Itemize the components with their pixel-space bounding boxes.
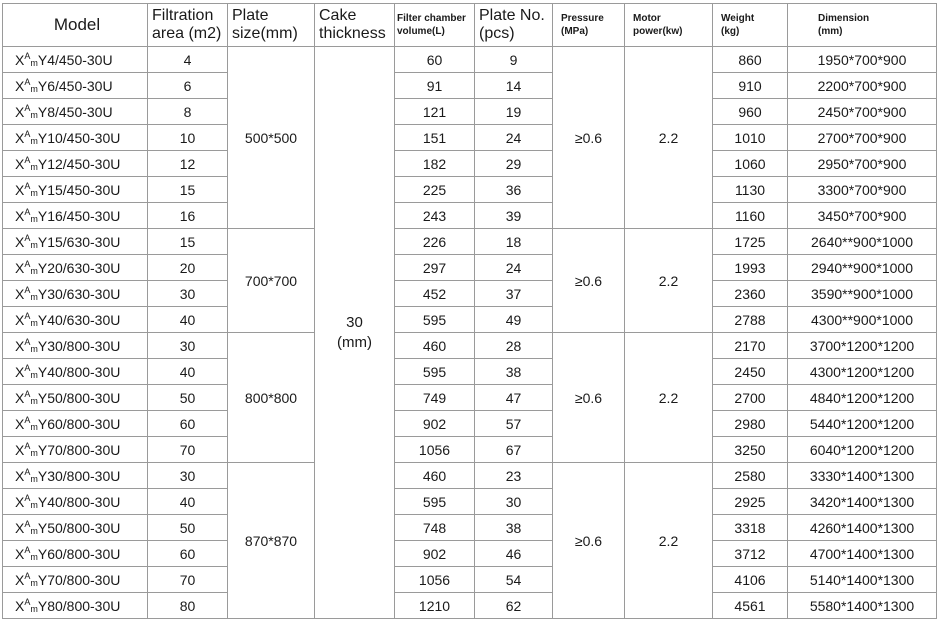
filtration-area-cell: 40 [148,489,228,515]
table-row [3,281,937,307]
motor-power-cell: 2.2 [625,229,713,333]
plate-count-cell: 9 [475,47,553,73]
table-row [3,125,937,151]
filtration-area-cell: 30 [148,463,228,489]
plate-count-cell: 46 [475,541,553,567]
filtration-area-cell: 80 [148,593,228,619]
model-superscript: A [24,492,31,503]
model-code: Y16/450-30U [37,207,121,224]
model-code: Y12/450-30U [37,155,121,172]
model-subscript: m [30,525,38,536]
model-code: Y70/800-30U [37,441,121,458]
model-code: Y30/630-30U [37,285,121,302]
table-row [3,515,937,541]
plate-count-cell: 49 [475,307,553,333]
plate-count-cell: 38 [475,515,553,541]
filtration-area-cell: 20 [148,255,228,281]
filtration-area-cell: 60 [148,411,228,437]
pressure-cell: ≥0.6 [553,463,625,619]
header-motor-line1: Motor [633,13,661,24]
model-code: Y50/800-30U [37,389,121,406]
chamber-volume-cell: 1056 [395,437,475,463]
header-row [3,4,937,47]
header-pressure [553,4,625,47]
model-prefix: X [15,467,25,484]
dimension-cell: 3300*700*900 [788,177,937,203]
model-code: Y15/630-30U [37,233,121,250]
chamber-volume-cell: 243 [395,203,475,229]
filtration-area-cell: 12 [148,151,228,177]
model-prefix: X [15,259,25,276]
model-superscript: A [24,76,31,87]
model-cell [3,567,148,593]
model-subscript: m [30,83,38,94]
chamber-volume-cell: 460 [395,333,475,359]
model-code: Y15/450-30U [37,181,121,198]
motor-power-cell: 2.2 [625,333,713,463]
filtration-area-cell: 15 [148,229,228,255]
weight-cell: 3712 [713,541,788,567]
model-subscript: m [30,499,38,510]
plate-count-cell: 38 [475,359,553,385]
filtration-area-cell: 40 [148,359,228,385]
filtration-area-cell: 30 [148,333,228,359]
header-volume-line2: volume(L) [397,26,445,37]
cake-thickness-cell [315,47,395,619]
plate-count-cell: 14 [475,73,553,99]
header-motor-power [625,4,713,47]
filtration-area-cell: 40 [148,307,228,333]
model-cell [3,151,148,177]
plate-size-cell: 870*870 [228,463,315,619]
chamber-volume-cell: 297 [395,255,475,281]
header-plateno-line2: (pcs) [479,25,515,42]
table-row [3,47,937,73]
weight-cell: 1060 [713,151,788,177]
model-subscript: m [30,265,38,276]
model-cell [3,411,148,437]
header-volume-line1: Filter chamber [397,13,466,24]
model-prefix: X [15,233,25,250]
header-plate-size [228,4,315,47]
dimension-cell: 5440*1200*1200 [788,411,937,437]
filtration-area-cell: 70 [148,567,228,593]
table-row [3,463,937,489]
chamber-volume-cell: 902 [395,541,475,567]
plate-count-cell: 29 [475,151,553,177]
dimension-cell: 4700*1400*1300 [788,541,937,567]
dimension-cell: 6040*1200*1200 [788,437,937,463]
chamber-volume-cell: 91 [395,73,475,99]
model-subscript: m [30,447,38,458]
filtration-area-cell: 4 [148,47,228,73]
model-superscript: A [24,596,31,607]
model-prefix: X [15,129,25,146]
dimension-cell: 3330*1400*1300 [788,463,937,489]
model-cell [3,47,148,73]
chamber-volume-cell: 60 [395,47,475,73]
weight-cell: 2580 [713,463,788,489]
header-model: Model [3,4,148,47]
model-cell [3,593,148,619]
model-superscript: A [24,544,31,555]
table-row [3,203,937,229]
pressure-cell: ≥0.6 [553,333,625,463]
filtration-area-cell: 8 [148,99,228,125]
chamber-volume-cell: 749 [395,385,475,411]
dimension-cell: 2200*700*900 [788,73,937,99]
model-superscript: A [24,414,31,425]
chamber-volume-cell: 226 [395,229,475,255]
dimension-cell: 2950*700*900 [788,151,937,177]
model-cell [3,333,148,359]
filtration-area-cell: 60 [148,541,228,567]
filtration-area-cell: 50 [148,385,228,411]
model-code: Y20/630-30U [37,259,121,276]
weight-cell: 2788 [713,307,788,333]
dimension-cell: 3420*1400*1300 [788,489,937,515]
model-cell [3,541,148,567]
dimension-cell: 1950*700*900 [788,47,937,73]
chamber-volume-cell: 595 [395,307,475,333]
model-cell [3,515,148,541]
weight-cell: 1993 [713,255,788,281]
chamber-volume-cell: 595 [395,359,475,385]
filtration-area-cell: 70 [148,437,228,463]
model-subscript: m [30,161,38,172]
header-dimension-line2: (mm) [818,26,843,37]
model-cell [3,125,148,151]
model-subscript: m [30,57,38,68]
model-cell [3,489,148,515]
plate-count-cell: 47 [475,385,553,411]
dimension-cell: 4840*1200*1200 [788,385,937,411]
weight-cell: 1725 [713,229,788,255]
weight-cell: 2925 [713,489,788,515]
model-superscript: A [24,388,31,399]
filtration-area-cell: 15 [148,177,228,203]
model-subscript: m [30,213,38,224]
dimension-cell: 2940**900*1000 [788,255,937,281]
model-subscript: m [30,109,38,120]
model-prefix: X [15,493,25,510]
weight-cell: 1160 [713,203,788,229]
header-plate-number [475,4,553,47]
chamber-volume-cell: 452 [395,281,475,307]
model-cell [3,281,148,307]
header-pressure-line2: (MPa) [561,26,589,37]
header-filter-chamber-volume [395,4,475,47]
model-cell [3,359,148,385]
model-superscript: A [24,128,31,139]
motor-power-cell: 2.2 [625,47,713,229]
model-code: Y40/800-30U [37,363,121,380]
header-plateno-line1: Plate No. [479,7,545,24]
model-prefix: X [15,285,25,302]
model-prefix: X [15,545,25,562]
plate-count-cell: 39 [475,203,553,229]
model-prefix: X [15,571,25,588]
filtration-area-cell: 50 [148,515,228,541]
dimension-cell: 2700*700*900 [788,125,937,151]
plate-count-cell: 30 [475,489,553,515]
model-prefix: X [15,51,25,68]
pressure-cell: ≥0.6 [553,229,625,333]
plate-count-cell: 36 [475,177,553,203]
weight-cell: 1010 [713,125,788,151]
model-cell [3,255,148,281]
table-row [3,177,937,203]
header-cake-line1: Cake [319,7,357,24]
model-subscript: m [30,187,38,198]
model-code: Y60/800-30U [37,415,121,432]
model-subscript: m [30,577,38,588]
table-row [3,437,937,463]
model-superscript: A [24,518,31,529]
model-superscript: A [24,180,31,191]
model-cell [3,99,148,125]
weight-cell: 3318 [713,515,788,541]
model-code: Y60/800-30U [37,545,121,562]
chamber-volume-cell: 182 [395,151,475,177]
weight-cell: 860 [713,47,788,73]
model-code: Y10/450-30U [37,129,121,146]
plate-count-cell: 37 [475,281,553,307]
dimension-cell: 3700*1200*1200 [788,333,937,359]
table-row [3,567,937,593]
filtration-area-cell: 10 [148,125,228,151]
model-prefix: X [15,363,25,380]
weight-cell: 2700 [713,385,788,411]
cake-thickness-unit: (mm) [337,333,372,351]
weight-cell: 1130 [713,177,788,203]
model-cell [3,307,148,333]
dimension-cell: 4300**900*1000 [788,307,937,333]
dimension-cell: 4260*1400*1300 [788,515,937,541]
header-weight-line1: Weight [721,13,755,24]
model-subscript: m [30,603,38,614]
model-subscript: m [30,135,38,146]
table-row [3,489,937,515]
dimension-cell: 4300*1200*1200 [788,359,937,385]
header-motor-line2: power(kw) [633,26,683,37]
header-plate-line1: Plate [232,7,269,24]
plate-count-cell: 67 [475,437,553,463]
weight-cell: 910 [713,73,788,99]
model-prefix: X [15,597,25,614]
model-subscript: m [30,395,38,406]
header-dimension-line1: Dimension [818,13,870,24]
model-code: Y30/800-30U [37,467,121,484]
filtration-area-cell: 16 [148,203,228,229]
table-row [3,359,937,385]
pressure-cell: ≥0.6 [553,47,625,229]
weight-cell: 2360 [713,281,788,307]
filter-press-spec-table [2,3,937,619]
model-cell [3,203,148,229]
weight-cell: 2170 [713,333,788,359]
chamber-volume-cell: 151 [395,125,475,151]
model-subscript: m [30,369,38,380]
chamber-volume-cell: 1056 [395,567,475,593]
model-superscript: A [24,310,31,321]
header-weight-line2: (kg) [721,26,740,37]
header-cake-thickness [315,4,395,47]
filtration-area-cell: 30 [148,281,228,307]
header-filtration-area [148,4,228,47]
plate-count-cell: 24 [475,255,553,281]
model-prefix: X [15,415,25,432]
table-row [3,333,937,359]
dimension-cell: 5580*1400*1300 [788,593,937,619]
plate-count-cell: 57 [475,411,553,437]
cake-thickness-value: 30 [346,313,363,331]
plate-count-cell: 23 [475,463,553,489]
model-superscript: A [24,258,31,269]
header-dimension [788,4,937,47]
table-body [3,47,937,619]
header-cake-line2: thickness [319,25,386,42]
plate-size-cell: 500*500 [228,47,315,229]
model-subscript: m [30,317,38,328]
model-superscript: A [24,50,31,61]
model-code: Y40/630-30U [37,311,121,328]
table-row [3,99,937,125]
model-superscript: A [24,154,31,165]
model-cell [3,437,148,463]
header-area-line2: area (m2) [152,25,222,42]
chamber-volume-cell: 902 [395,411,475,437]
plate-size-cell: 700*700 [228,229,315,333]
table-row [3,229,937,255]
weight-cell: 2980 [713,411,788,437]
dimension-cell: 2450*700*900 [788,99,937,125]
table-row [3,593,937,619]
chamber-volume-cell: 1210 [395,593,475,619]
model-code: Y4/450-30U [37,51,113,68]
plate-count-cell: 28 [475,333,553,359]
header-weight [713,4,788,47]
model-superscript: A [24,570,31,581]
model-prefix: X [15,155,25,172]
model-superscript: A [24,362,31,373]
model-code: Y8/450-30U [37,103,113,120]
header-area-line1: Filtration [152,7,214,24]
model-prefix: X [15,441,25,458]
plate-count-cell: 54 [475,567,553,593]
model-prefix: X [15,389,25,406]
dimension-cell: 3450*700*900 [788,203,937,229]
model-cell [3,385,148,411]
model-cell [3,463,148,489]
chamber-volume-cell: 225 [395,177,475,203]
model-subscript: m [30,473,38,484]
model-superscript: A [24,336,31,347]
model-code: Y30/800-30U [37,337,121,354]
table-row [3,151,937,177]
model-prefix: X [15,311,25,328]
chamber-volume-cell: 460 [395,463,475,489]
model-cell [3,73,148,99]
header-plate-line2: size(mm) [232,25,298,42]
model-subscript: m [30,291,38,302]
model-prefix: X [15,77,25,94]
table-row [3,541,937,567]
header-pressure-line1: Pressure [561,13,604,24]
model-superscript: A [24,284,31,295]
model-prefix: X [15,103,25,120]
model-superscript: A [24,206,31,217]
table-row [3,307,937,333]
table-row [3,73,937,99]
filtration-area-cell: 6 [148,73,228,99]
weight-cell: 2450 [713,359,788,385]
plate-count-cell: 18 [475,229,553,255]
chamber-volume-cell: 748 [395,515,475,541]
model-subscript: m [30,239,38,250]
model-superscript: A [24,440,31,451]
plate-count-cell: 62 [475,593,553,619]
plate-count-cell: 19 [475,99,553,125]
model-code: Y70/800-30U [37,571,121,588]
model-cell [3,177,148,203]
model-prefix: X [15,337,25,354]
table-row [3,411,937,437]
model-code: Y80/800-30U [37,597,121,614]
dimension-cell: 5140*1400*1300 [788,567,937,593]
motor-power-cell: 2.2 [625,463,713,619]
model-superscript: A [24,466,31,477]
model-subscript: m [30,551,38,562]
weight-cell: 4106 [713,567,788,593]
model-subscript: m [30,421,38,432]
dimension-cell: 2640**900*1000 [788,229,937,255]
chamber-volume-cell: 595 [395,489,475,515]
model-prefix: X [15,519,25,536]
model-code: Y40/800-30U [37,493,121,510]
table-row [3,255,937,281]
model-code: Y6/450-30U [37,77,113,94]
model-superscript: A [24,232,31,243]
model-cell [3,229,148,255]
dimension-cell: 3590**900*1000 [788,281,937,307]
model-code: Y50/800-30U [37,519,121,536]
model-subscript: m [30,343,38,354]
weight-cell: 960 [713,99,788,125]
plate-size-cell: 800*800 [228,333,315,463]
model-prefix: X [15,207,25,224]
model-prefix: X [15,181,25,198]
plate-count-cell: 24 [475,125,553,151]
weight-cell: 3250 [713,437,788,463]
weight-cell: 4561 [713,593,788,619]
table-row [3,385,937,411]
model-superscript: A [24,102,31,113]
chamber-volume-cell: 121 [395,99,475,125]
